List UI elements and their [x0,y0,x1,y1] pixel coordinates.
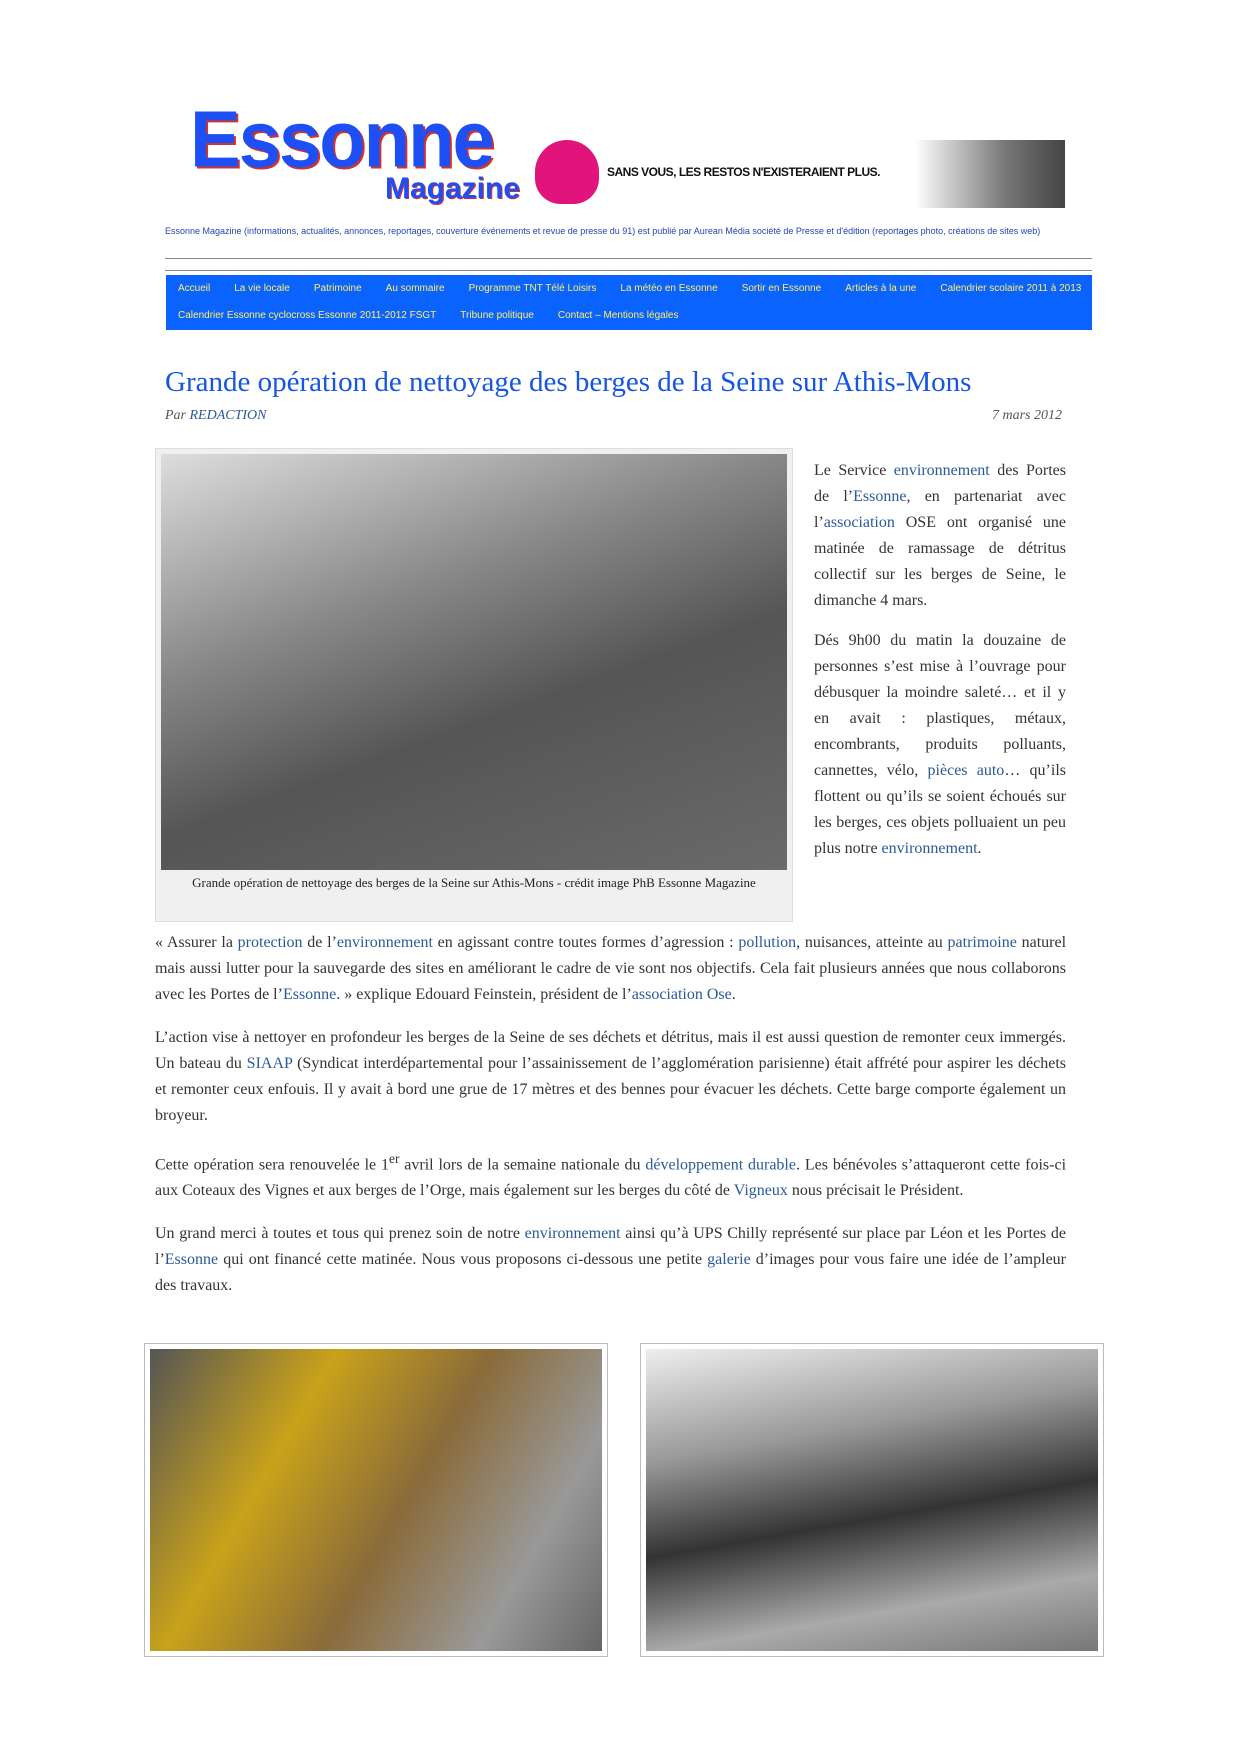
article-date: 7 mars 2012 [991,408,1062,423]
ad-portrait-image [915,140,1065,208]
divider [165,270,1092,271]
logo-main: Essonne [190,94,493,185]
nav-item[interactable]: Calendrier scolaire 2011 à 2013 [940,283,1082,294]
intro-column [814,458,1066,876]
nav-item[interactable]: Accueil [178,283,211,294]
link[interactable]: pièces auto [927,762,1005,779]
paragraph: L’action vise à nettoyer en profondeur les berges de la Seine de ses déchets et détritus, mais il est aussi question de remonter ceux immergés. Un bateau du SIAAP (Syndicat interdépartemental pour l’assainissement de l’agglomération parisienne) était affrété pour aspirer les déchets et remonter ceux enfouis. Il y avait à bord une grue de 17 mètres et des bennes pour évacuer les déchets. Cette barge comporte également un broyeur. [155,1029,1066,1124]
byline-prefix: Par [165,408,190,423]
link[interactable]: pollution [738,934,797,951]
nav-item[interactable]: Programme TNT Télé Loisirs [468,283,597,294]
paragraph: Le Service environnement des Portes de l’Essonne, en partenariat avec l’association OSE ont organisé une matinée de ramassage de détritus collectif sur les berges de Seine, le dimanche 4 mars. [814,462,1066,609]
site-logo[interactable] [190,94,520,210]
link[interactable]: Essonne [164,1251,219,1269]
restos-du-coeur-logo-icon [535,140,599,204]
nav-item[interactable]: Patrimoine [313,283,362,294]
paragraph: « Assurer la protection de l’environnement en agissant contre toutes formes d’agression : pollution, nuisances, atteinte au patrimoine naturel mais aussi lutter pour la sauvegarde des sites en améliorant le cadre de vie sont nos objectifs. Cela fait plusieurs années que nous collaborons avec les Portes de l’Essonne. » explique Edouard Feinstein, président de l’association Ose. [155,934,1067,1003]
logo-sub: Magazine [384,172,520,205]
link[interactable]: environnement [881,840,978,857]
main-nav [166,275,1092,330]
link[interactable]: galerie [707,1251,751,1269]
link[interactable]: développement durable [645,1156,796,1174]
ad-banner[interactable] [535,140,1065,210]
nav-item[interactable]: Calendrier Essonne cyclocross Essonne 2011-2012 FSGT [178,310,437,321]
divider [165,258,1092,259]
link[interactable]: SIAAP [246,1055,293,1072]
cleanup-photo[interactable] [161,454,787,870]
link[interactable]: Essonne [853,488,907,505]
main-figure [155,448,793,922]
nav-item[interactable]: Contact – Mentions légales [557,310,679,321]
site-tagline: Essonne Magazine (informations, actualités, annonces, reportages, couverture événements et revue de presse du 91) est publié par Aurean Média société de Presse et d'édition (reportages photo, créations de sites web) [165,226,1041,236]
link[interactable]: Essonne [282,986,337,1003]
gallery-image-volunteers[interactable] [640,1343,1104,1657]
nav-item[interactable]: La vie locale [234,283,290,294]
link[interactable]: environnement [893,462,990,479]
article-title[interactable]: Grande opération de nettoyage des berges de la Seine sur Athis-Mons [165,366,972,398]
ad-slogan: SANS VOUS, LES RESTOS N'EXISTERAIENT PLUS. [607,165,881,179]
barge-photo [150,1349,602,1651]
nav-item[interactable]: Sortir en Essonne [741,283,822,294]
article-body [155,930,1066,1316]
nav-item[interactable]: Tribune politique [460,310,534,321]
figure-caption: Grande opération de nettoyage des berges de la Seine sur Athis-Mons - crédit image PhB Essonne Magazine [192,875,756,890]
link[interactable]: association Ose [631,986,732,1003]
link[interactable]: Vigneux [733,1182,788,1200]
nav-item[interactable]: Articles à la une [845,283,917,294]
link[interactable]: association [823,514,895,531]
gallery-image-barge[interactable] [144,1343,608,1657]
link[interactable]: protection [237,934,303,951]
link[interactable]: environnement [524,1225,621,1243]
nav-item[interactable]: La météo en Essonne [620,283,718,294]
byline [165,408,267,424]
paragraph: Dés 9h00 du matin la douzaine de personnes s’est mise à l’ouvrage pour débusquer la moindre saleté… et il y en avait : plastiques, métaux, encombrants, produits polluants, cannettes, vélo, pièces auto… qu’ils flottent ou qu’ils se soient échoués sur les berges, ces objets polluaient un peu plus notre environnement. [814,632,1066,857]
author-link[interactable]: REDACTION [189,408,267,423]
paragraph: Cette opération sera renouvelée le 1er avril lors de la semaine nationale du développement durable. Les bénévoles s’attaqueront cette fois-ci aux Coteaux des Vignes et aux berges de l’Orge, mais également sur les berges du côté de Vigneux nous précisait le Président. [155,1151,1067,1200]
paragraph: Un grand merci à toutes et tous qui prenez soin de notre environnement ainsi qu’à UPS Chilly représenté sur place par Léon et les Portes de l’Essonne qui ont financé cette matinée. Nous vous proposons ci-dessous une petite galerie d’images pour vous faire une idée de l’ampleur des travaux. [155,1225,1067,1295]
nav-item[interactable]: Au sommaire [385,283,445,294]
link[interactable]: patrimoine [947,934,1017,951]
link[interactable]: environnement [336,934,433,951]
volunteers-photo [646,1349,1098,1651]
